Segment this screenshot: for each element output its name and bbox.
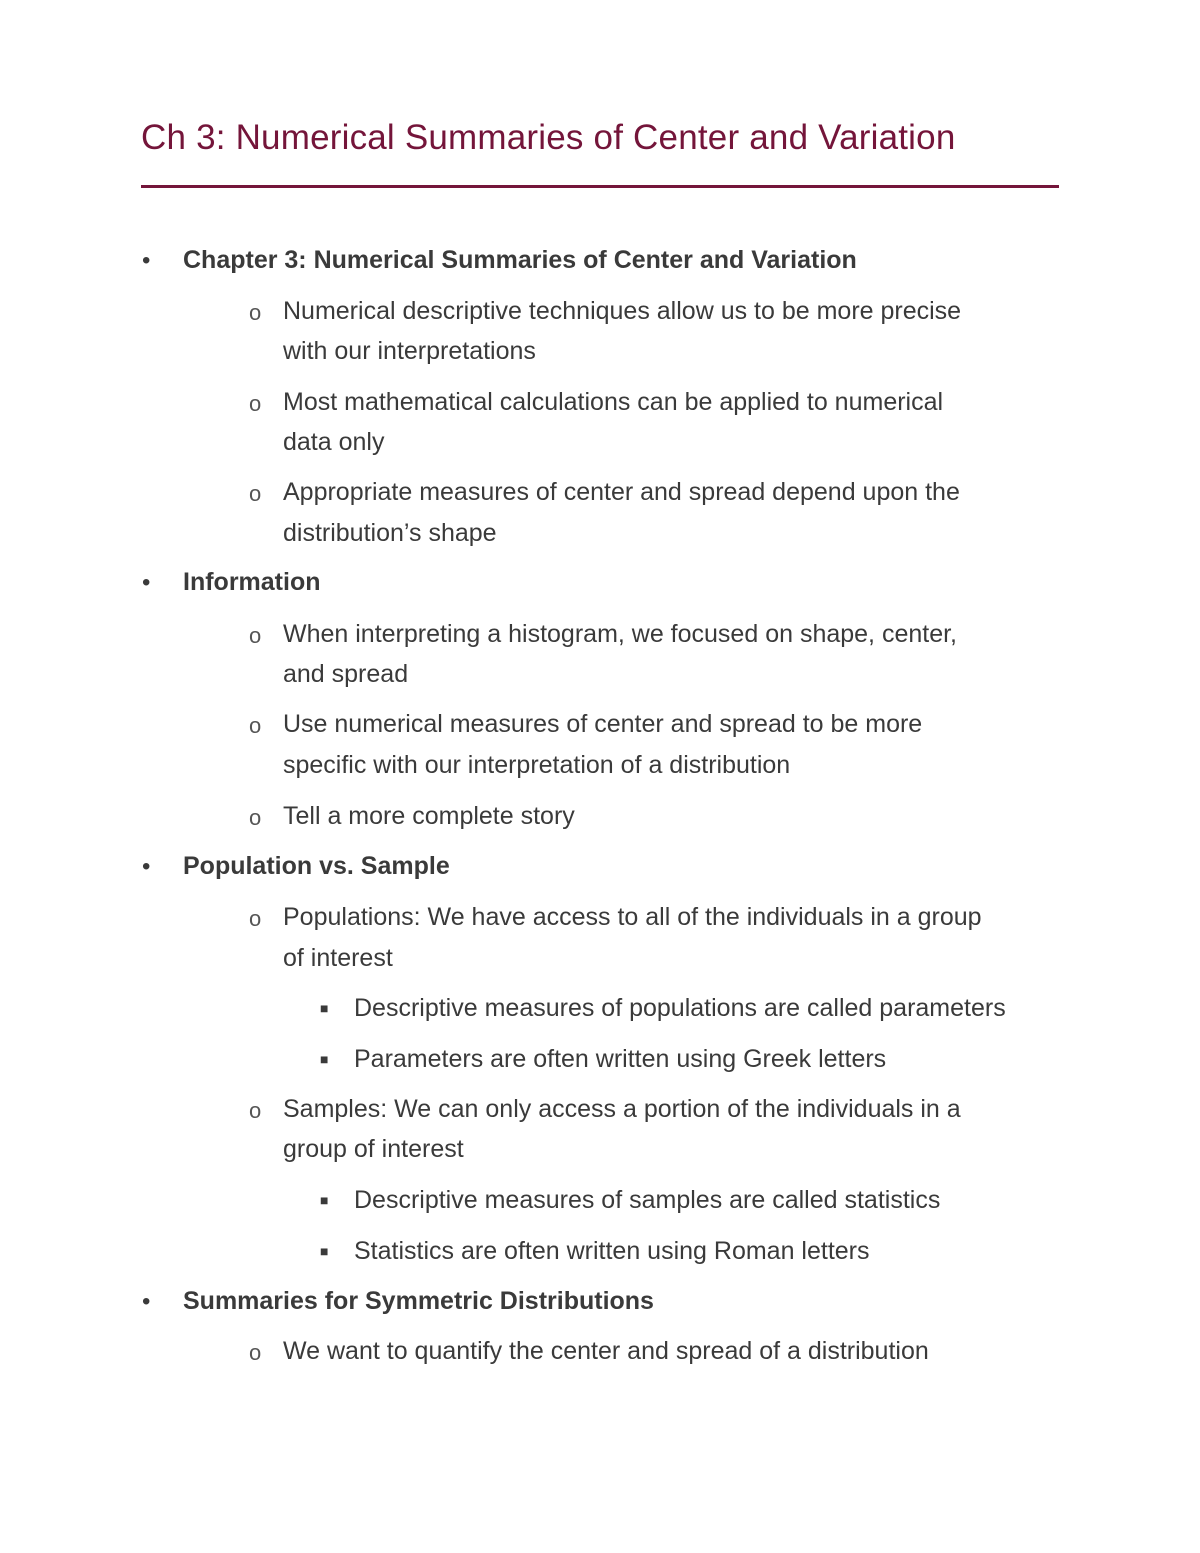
document-title: Ch 3: Numerical Summaries of Center and Variation: [141, 118, 956, 157]
list-item-line: Most mathematical calculations can be applied to numerical: [283, 388, 944, 416]
circle-bullet-icon: o: [249, 623, 262, 648]
bullet-icon: •: [142, 569, 151, 596]
list-item-line: and spread: [283, 660, 409, 688]
circle-bullet-icon: o: [249, 481, 262, 506]
circle-bullet-icon: o: [249, 391, 262, 416]
circle-bullet-icon: o: [249, 906, 262, 931]
list-item-line: with our interpretations: [283, 337, 536, 365]
section-heading: Chapter 3: Numerical Summaries of Center and Variation: [183, 246, 857, 274]
sub-list-item: Parameters are often written using Greek letters: [354, 1045, 887, 1073]
section-heading: Information: [183, 568, 321, 596]
list-item-line: of interest: [283, 944, 393, 972]
list-item-line: Tell a more complete story: [283, 802, 575, 830]
list-item-line: We want to quantify the center and spread of a distribution: [283, 1337, 929, 1365]
circle-bullet-icon: o: [249, 1340, 262, 1365]
circle-bullet-icon: o: [249, 300, 262, 325]
list-item-line: distribution’s shape: [283, 519, 497, 547]
circle-bullet-icon: o: [249, 1098, 262, 1123]
square-bullet-icon: ■: [320, 1243, 329, 1259]
list-item-line: When interpreting a histogram, we focused on shape, center,: [283, 620, 957, 648]
section-heading: Population vs. Sample: [183, 852, 450, 880]
list-item-line: Populations: We have access to all of the individuals in a group: [283, 903, 982, 931]
square-bullet-icon: ■: [320, 1051, 329, 1067]
bullet-icon: •: [142, 1288, 151, 1315]
title-divider: [141, 185, 1059, 188]
circle-bullet-icon: o: [249, 805, 262, 830]
sub-list-item: Statistics are often written using Roman letters: [354, 1237, 870, 1265]
list-item-line: specific with our interpretation of a distribution: [283, 751, 791, 779]
sub-list-item: Descriptive measures of samples are called statistics: [354, 1186, 941, 1214]
list-item-line: Numerical descriptive techniques allow us to be more precise: [283, 297, 962, 325]
section-heading: Summaries for Symmetric Distributions: [183, 1287, 654, 1315]
list-item-line: Samples: We can only access a portion of the individuals in a: [283, 1095, 961, 1123]
list-item-line: group of interest: [283, 1135, 464, 1163]
bullet-icon: •: [142, 853, 151, 880]
list-item-line: Appropriate measures of center and spread depend upon the: [283, 478, 960, 506]
sub-list-item: Descriptive measures of populations are called parameters: [354, 994, 1006, 1022]
list-item-line: Use numerical measures of center and spread to be more: [283, 710, 923, 738]
circle-bullet-icon: o: [249, 713, 262, 738]
square-bullet-icon: ■: [320, 1192, 329, 1208]
bullet-icon: •: [142, 247, 151, 274]
list-item-line: data only: [283, 428, 385, 456]
square-bullet-icon: ■: [320, 1000, 329, 1016]
